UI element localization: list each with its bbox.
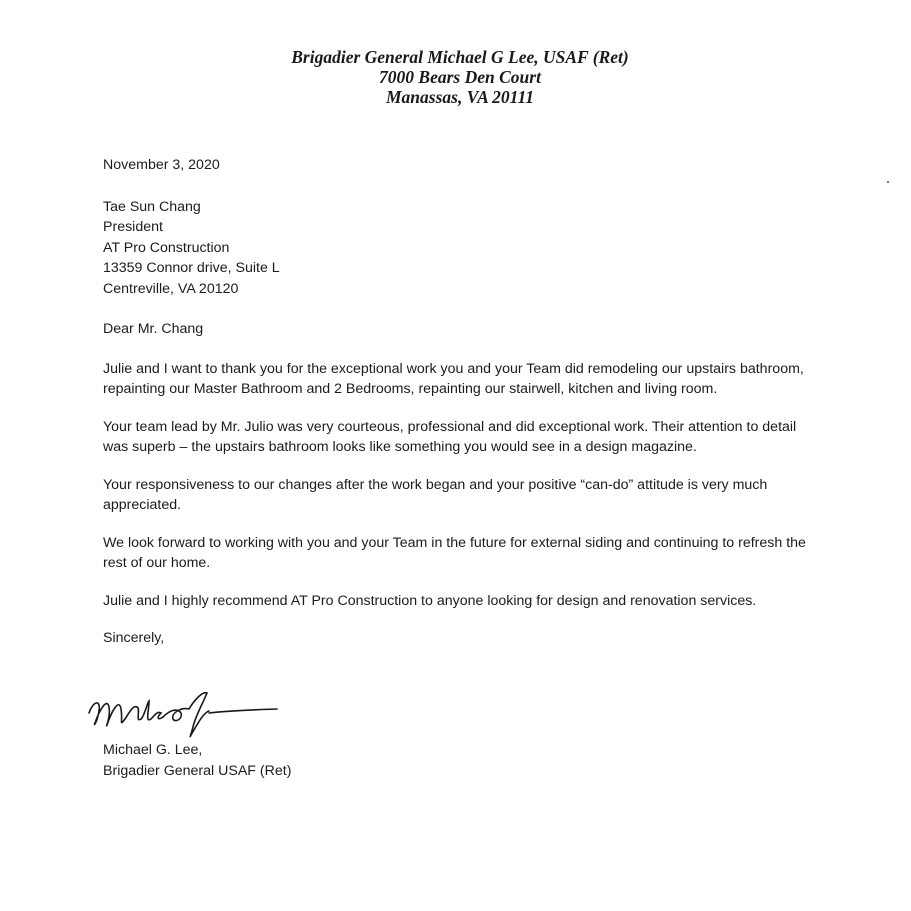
signer-name: Michael G. Lee,: [103, 742, 203, 758]
closing: Sincerely,: [103, 630, 165, 646]
letterhead-address-line1: 7000 Bears Den Court: [379, 67, 541, 87]
letterhead: [0, 47, 911, 107]
scan-speck: [887, 181, 889, 183]
letterhead-address-line2: Manassas, VA 20111: [386, 87, 534, 107]
paragraph-thanks: Julie and I want to thank you for the exceptional work you and your Team did remodeling our upstairs bathroom, repainting our Master Bathroom and 2 Bedrooms, repainting our stairwell, kitchen and living room.: [103, 360, 804, 397]
paragraph-responsiveness: Your responsiveness to our changes after the work began and your positive “can-do” attitude is very much appreciated.: [103, 476, 768, 513]
recipient-company: AT Pro Construction: [103, 239, 230, 256]
paragraph-recommend: Julie and I highly recommend AT Pro Construction to anyone looking for design and renovation services.: [103, 592, 757, 609]
letter-body: [103, 155, 823, 649]
handwritten-signature: [85, 683, 285, 745]
recipient-title: President: [103, 219, 163, 235]
recipient-city: Centreville, VA 20120: [103, 280, 239, 297]
letter-date: November 3, 2020: [103, 157, 220, 173]
salutation: Dear Mr. Chang: [103, 321, 204, 337]
paragraph-future: We look forward to working with you and your Team in the future for external siding and continuing to refresh the rest of our home.: [103, 534, 806, 571]
recipient-street: 13359 Connor drive, Suite L: [103, 260, 280, 276]
letterhead-name: Brigadier General Michael G Lee, USAF (Ret): [291, 47, 629, 67]
signer-title: Brigadier General USAF (Ret): [103, 763, 292, 779]
recipient-name: Tae Sun Chang: [103, 198, 201, 215]
paragraph-team: Your team lead by Mr. Julio was very courteous, professional and did exceptional work. Their attention to detail was superb – the upstairs bathroom looks like something you would see in a design magazine.: [103, 418, 797, 455]
recipient-block: [103, 197, 823, 300]
signature-block: [103, 740, 291, 782]
